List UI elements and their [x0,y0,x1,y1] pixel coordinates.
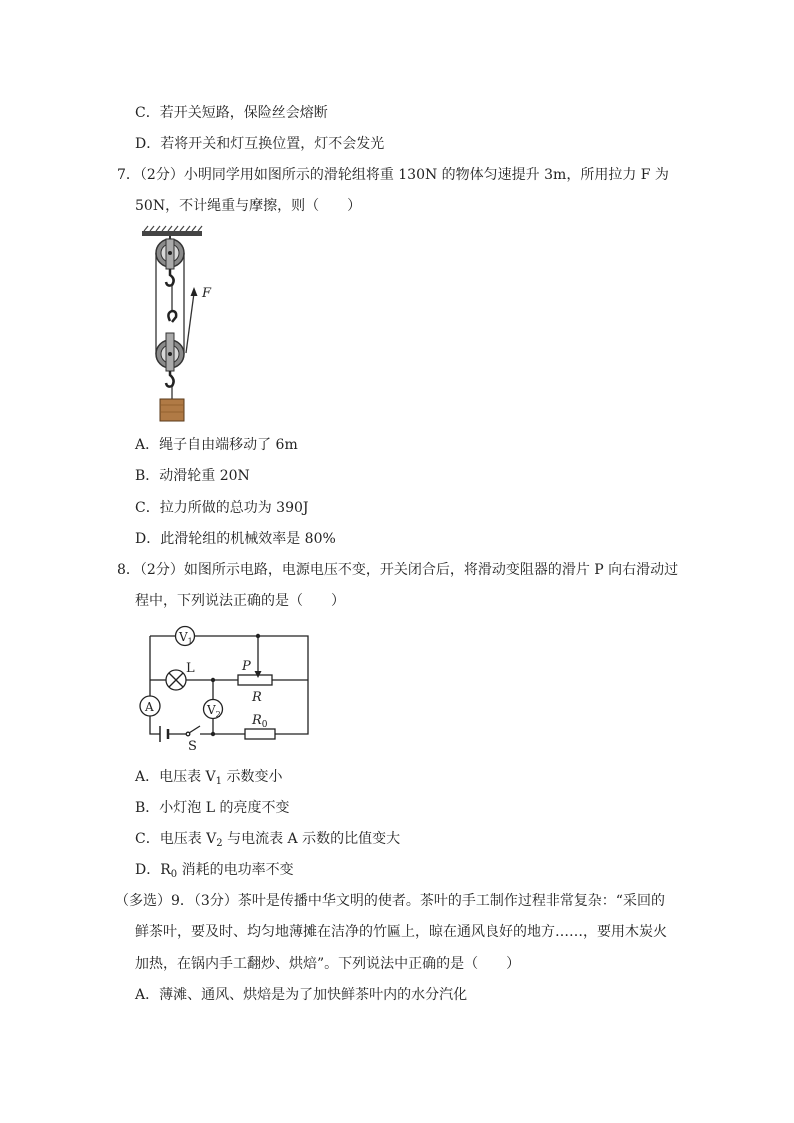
resistor-r0-icon [245,729,275,739]
q8-option-d: D．$R_0$ 消耗的电功率不变 [135,862,294,880]
q8-option-c: C．电压表 $V_2$ 与电流表 A 示数的比值变大 [135,831,401,849]
pulley-figure [130,225,240,425]
q9-stem-line3: 加热，在锅内手工翻炒、烘焙”。下列说法中正确的是（ ） [135,956,521,972]
q6-option-c: C．若开关短路，保险丝会熔断 [135,105,328,121]
q7-option-c: C．拉力所做的总功为 390J [135,500,309,516]
circuit-figure [130,620,330,755]
switch-icon [189,726,200,733]
r0-label: $R_0$ [252,713,268,730]
q7-option-a: A．绳子自由端移动了 6m [135,437,298,453]
q7-option-b: B．动滑轮重 20N [135,468,250,484]
switch-label: S [188,739,197,754]
fixed-pulley [156,236,184,286]
q7-stem-line1: 7．（2分）小明同学用如图所示的滑轮组将重 130N 的物体匀速提升 3m，所用拉力 F 为 [117,167,669,183]
load-block [160,399,184,421]
v1-label: $V_1$ [179,630,193,646]
force-arrow-icon [191,287,198,296]
movable-pulley [156,311,184,387]
slider-label: P [242,659,251,674]
q7-option-d: D．此滑轮组的机械效率是 80% [135,531,336,547]
rheostat-icon [238,675,272,685]
q9-stem-line1: （多选）9．（3分）茶叶是传播中华文明的使者。茶叶的手工制作过程非常复杂：“采回的 [115,893,665,909]
pull-rope [186,293,194,353]
q8-stem-line2: 程中，下列说法正确的是（ ） [135,593,345,609]
q6-option-d: D．若将开关和灯互换位置，灯不会发光 [135,136,385,152]
q8-option-a: A．电压表 $V_1$ 示数变小 [135,769,283,787]
v2-label: $V_2$ [207,703,221,719]
q9-option-a: A．薄滩、通风、烘焙是为了加快鲜茶叶内的水分汽化 [135,987,468,1003]
q8-stem-line1: 8．（2分）如图所示电路，电源电压不变，开关闭合后，将滑动变阻器的滑片 P 向右滑动过 [117,562,679,578]
lamp-label: L [186,661,195,676]
ceiling [142,231,202,236]
rheostat-label: R [252,690,262,705]
q7-stem-line2: 50N，不计绳重与摩擦，则（ ） [135,198,362,214]
force-label-f: F [202,286,212,301]
ammeter-label: A [145,700,154,714]
q9-stem-line2: 鲜茶叶，要及时、均匀地薄摊在洁净的竹匾上，晾在通风良好的地方……，要用木炭火 [135,924,667,940]
q8-option-b: B．小灯泡 L 的亮度不变 [135,800,290,816]
